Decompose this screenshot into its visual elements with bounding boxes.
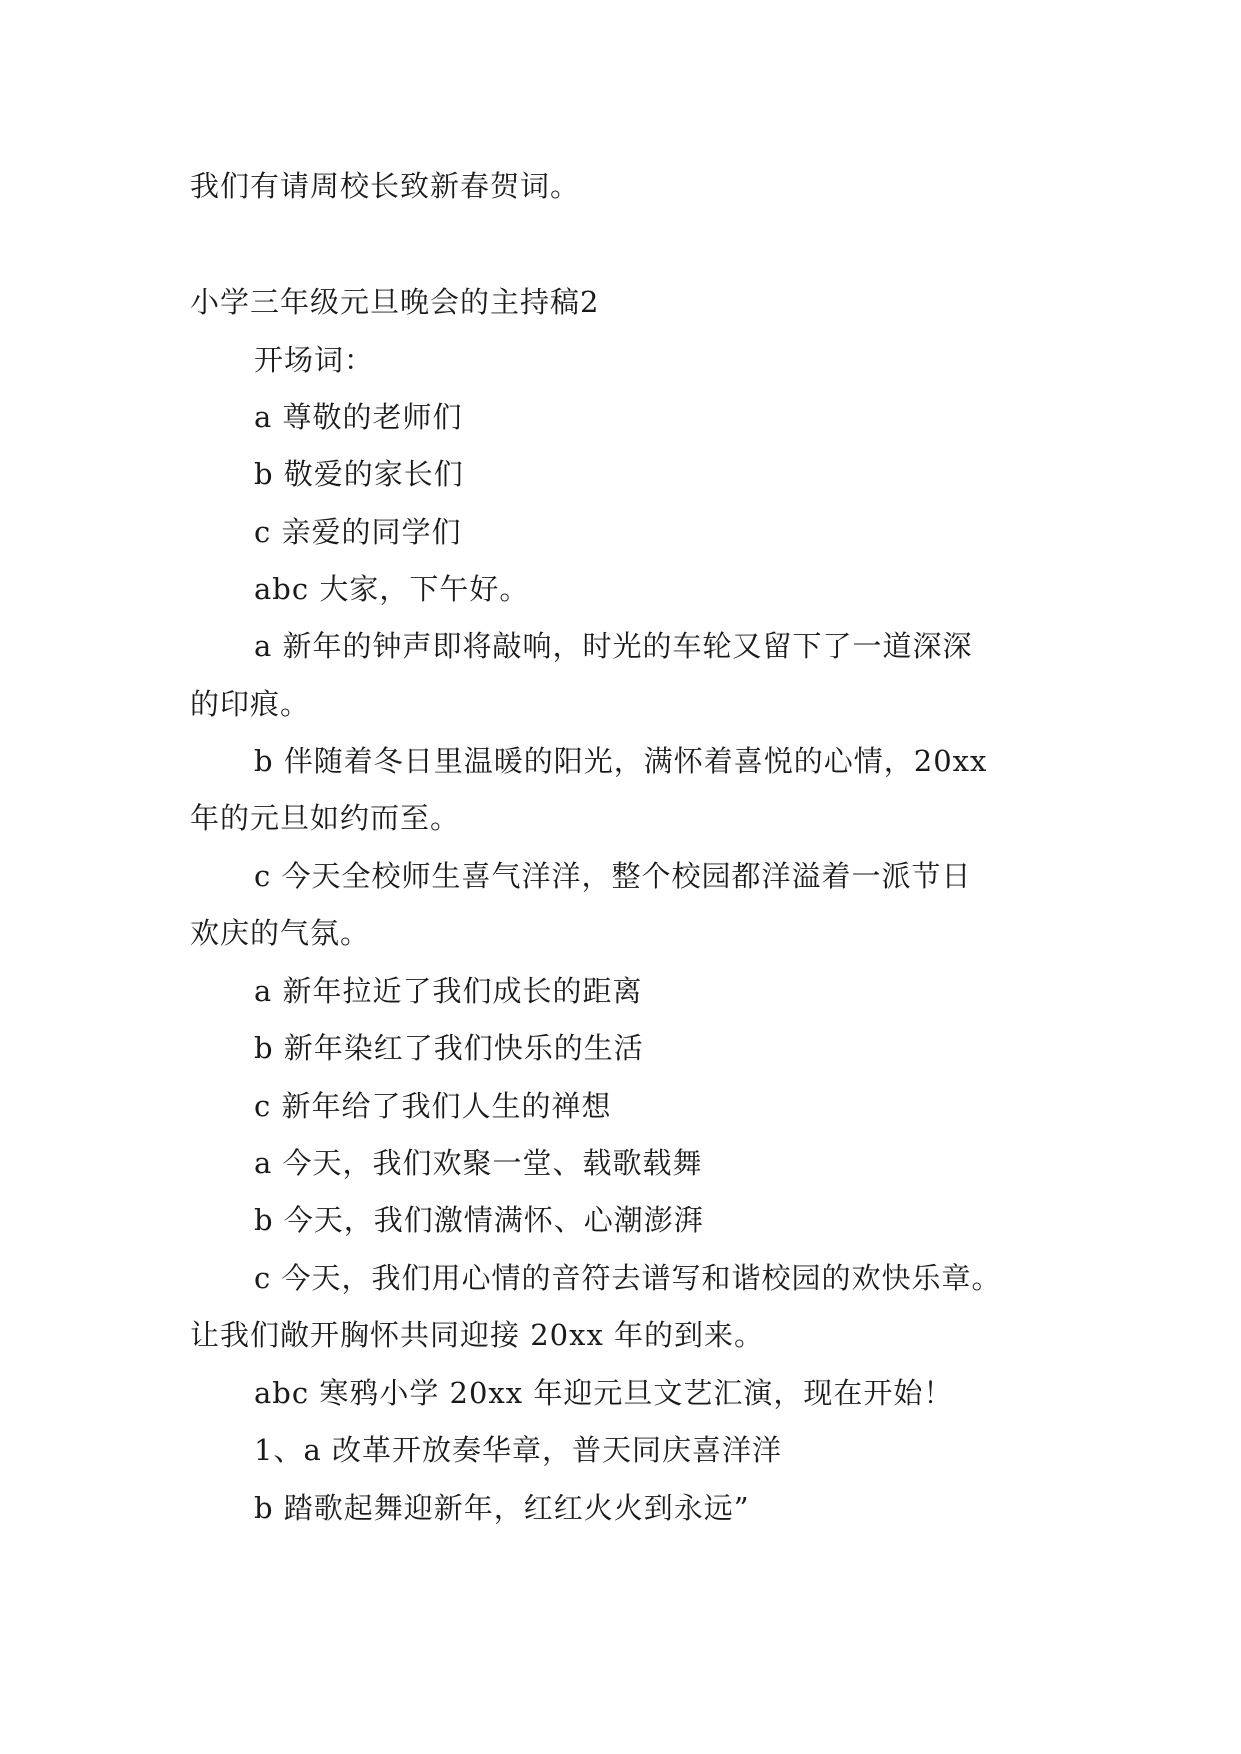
paragraph-line: 让我们敞开胸怀共同迎接 20xx 年的到来。 bbox=[190, 1318, 765, 1352]
paragraph-line: a 新年的钟声即将敲响，时光的车轮又留下了一道深深 bbox=[254, 629, 973, 663]
paragraph-line: 的印痕。 bbox=[190, 687, 311, 721]
intro-line: 我们有请周校长致新春贺词。 bbox=[190, 169, 581, 203]
paragraph-line: c 新年给了我们人生的禅想 bbox=[254, 1089, 612, 1123]
paragraph-line: a 新年拉近了我们成长的距离 bbox=[254, 974, 643, 1008]
paragraph-line: 1、a 改革开放奏华章，普天同庆喜洋洋 bbox=[254, 1433, 782, 1467]
paragraph-line: b 踏歌起舞迎新年，红红火火到永远” bbox=[254, 1491, 750, 1525]
paragraph-line: a 今天，我们欢聚一堂、载歌载舞 bbox=[254, 1146, 703, 1180]
paragraph-line: b 伴随着冬日里温暖的阳光，满怀着喜悦的心情，20xx bbox=[254, 744, 988, 778]
paragraph-line: c 今天，我们用心情的音符去谱写和谐校园的欢快乐章。 bbox=[254, 1261, 1002, 1295]
paragraph-line: c 今天全校师生喜气洋洋，整个校园都洋溢着一派节日 bbox=[254, 859, 972, 893]
paragraph-line: c 亲爱的同学们 bbox=[254, 515, 462, 549]
paragraph-line: a 尊敬的老师们 bbox=[254, 400, 463, 434]
paragraph-line: 欢庆的气氛。 bbox=[190, 916, 371, 950]
paragraph-line: b 今天，我们激情满怀、心潮澎湃 bbox=[254, 1203, 704, 1237]
paragraph-line: b 新年染红了我们快乐的生活 bbox=[254, 1031, 644, 1065]
paragraph-line: 开场词： bbox=[254, 343, 375, 377]
paragraph-line: 年的元旦如约而至。 bbox=[190, 801, 461, 835]
section-title: 小学三年级元旦晚会的主持稿2 bbox=[190, 285, 600, 319]
paragraph-line: abc 大家，下午好。 bbox=[254, 572, 530, 606]
paragraph-line: b 敬爱的家长们 bbox=[254, 457, 464, 491]
paragraph-line: abc 寒鸦小学 20xx 年迎元旦文艺汇演，现在开始！ bbox=[254, 1376, 954, 1410]
